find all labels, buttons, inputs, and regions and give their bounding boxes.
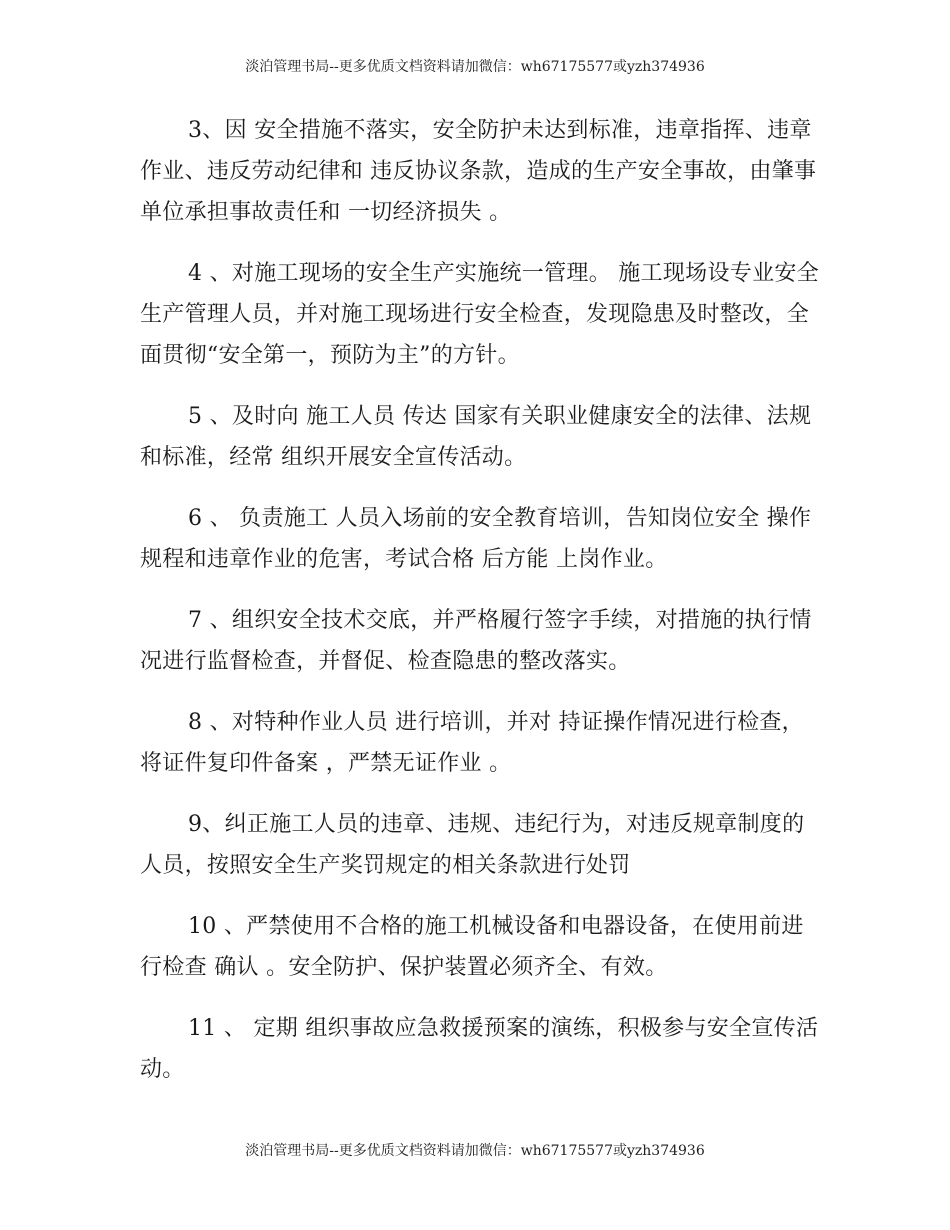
paragraph-3: 3、因 安全措施不落实，安全防护未达到标准，违章指挥、违章作业、违反劳动纪律和 违反协议条款，造成的生产安全事故，由肇事单位承担事故责任和 一切经济损失 。 xyxy=(140,118,817,225)
document-body xyxy=(140,110,820,1110)
paragraph-7: 7 、组织安全技术交底，并严格履行签字手续，对措施的执行情况进行监督检查，并督促、检查隐患的整改落实。 xyxy=(140,608,812,674)
paragraph-5: 5 、及时向 施工人员 传达 国家有关职业健康安全的法律、法规和标准，经常 组织开展安全宣传活动。 xyxy=(140,404,812,470)
page-header: 淡泊管理书局--更多优质文档资料请加微信：wh67175577或yzh374936 xyxy=(245,59,705,75)
paragraph-8: 8 、对特种作业人员 进行培训，并对 持证操作情况进行检查，将证件复印件备案 ，严禁无证作业 。 xyxy=(140,710,804,776)
page-footer: 淡泊管理书局--更多优质文档资料请加微信：wh67175577或yzh374936 xyxy=(245,1143,705,1159)
paragraph-6: 6 、 负责施工 人员入场前的安全教育培训，告知岗位安全 操作规程和违章作业的危害，考试合格 后方能 上岗作业。 xyxy=(140,506,812,572)
paragraph-11: 11 、 定期 组织事故应急救援预案的演练，积极参与安全宣传活动。 xyxy=(140,1016,819,1082)
paragraph-9: 9、纠正施工人员的违章、违规、违纪行为，对违反规章制度的人员，按照安全生产奖罚规定的相关条款进行处罚 xyxy=(140,812,805,878)
paragraph-10: 10 、严禁使用不合格的施工机械设备和电器设备，在使用前进行检查 确认 。安全防护、保护装置必须齐全、有效。 xyxy=(140,914,804,980)
paragraph-4: 4 、对施工现场的安全生产实施统一管理。 施工现场设专业安全生产管理人员，并对施工现场进行安全检查，发现隐患及时整改，全面贯彻“安全第一，预防为主”的方针。 xyxy=(140,261,819,368)
